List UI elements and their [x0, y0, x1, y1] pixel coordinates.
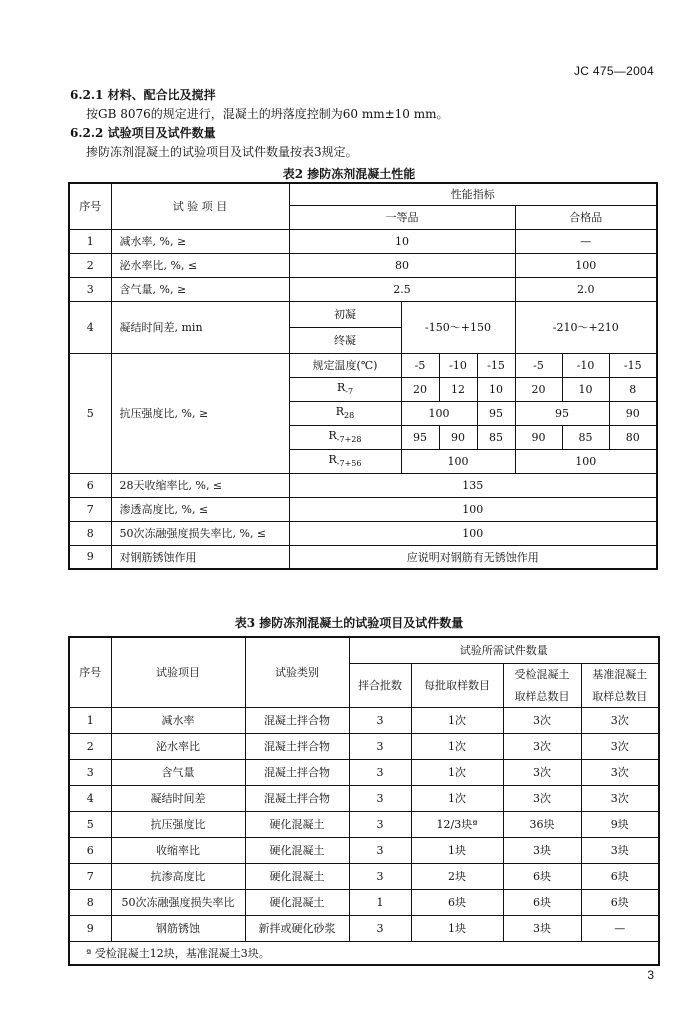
- t2-r5-value: 100: [515, 449, 657, 473]
- t2-r5-temp: -10: [439, 353, 477, 377]
- t2-r7-no: 7: [69, 497, 111, 521]
- t3-cell-no: 6: [69, 837, 111, 863]
- t2-r5-value: 90: [515, 425, 562, 449]
- t2-r4-sub2: 终凝: [289, 327, 401, 353]
- table-row: [69, 301, 657, 327]
- table-row: [69, 229, 657, 253]
- t3-cell-per: 1次: [411, 759, 503, 785]
- t3-head-no: 序号: [69, 637, 111, 707]
- t3-cell-item: 抗渗高度比: [111, 863, 245, 889]
- t2-r5-value: 10: [477, 377, 515, 401]
- table-row: [69, 473, 657, 497]
- t3-cell-type: 新拌或硬化砂浆: [245, 915, 349, 941]
- t2-r5-value: 90: [609, 401, 657, 425]
- table-row: [69, 521, 657, 545]
- table2-caption: 表2 掺防冻剂混凝土性能: [282, 167, 416, 181]
- table-row: [69, 545, 657, 569]
- t3-head-item: 试验项目: [111, 637, 245, 707]
- table3-caption: 表3 掺防冻剂混凝土的试验项目及试件数量: [234, 616, 464, 630]
- t3-cell-base: 3块: [581, 837, 659, 863]
- t2-r4-sub1: 初凝: [289, 301, 401, 327]
- t2-r8-item: 50次冻融强度损失率比, %, ≤: [111, 521, 289, 545]
- table-row: [69, 915, 659, 941]
- t2-r2-item: 泌水率比, %, ≤: [111, 253, 289, 277]
- t2-r4-g2: -210～+210: [515, 301, 657, 353]
- t2-r5-value: 95: [515, 401, 609, 425]
- t3-cell-batches: 3: [349, 915, 411, 941]
- t2-head-index: 性能指标: [289, 183, 657, 205]
- t3-cell-no: 7: [69, 863, 111, 889]
- t2-r5-value: 10: [562, 377, 609, 401]
- t2-r6-val: 135: [289, 473, 657, 497]
- t3-cell-item: 50次冻融强度损失率比: [111, 889, 245, 915]
- t3-head-per-batch: 每批取样数目: [411, 663, 503, 707]
- t3-cell-batches: 3: [349, 759, 411, 785]
- t2-r3-item: 含气量, %, ≥: [111, 277, 289, 301]
- t3-cell-type: 混凝土拌合物: [245, 785, 349, 811]
- t2-r2-g1: 80: [289, 253, 515, 277]
- t3-cell-base: 6块: [581, 889, 659, 915]
- t3-cell-base: 3次: [581, 759, 659, 785]
- t2-r6-no: 6: [69, 473, 111, 497]
- t2-r5-value: 20: [401, 377, 439, 401]
- t3-cell-batches: 3: [349, 785, 411, 811]
- table3: [68, 636, 660, 966]
- t3-cell-tested: 3块: [503, 837, 581, 863]
- table-row: [69, 889, 659, 915]
- t3-cell-no: 9: [69, 915, 111, 941]
- t3-cell-no: 8: [69, 889, 111, 915]
- document-code: JC 475—2004: [573, 64, 654, 78]
- table-row: [69, 277, 657, 301]
- t3-cell-base: 3次: [581, 707, 659, 733]
- t3-cell-tested: 36块: [503, 811, 581, 837]
- t2-r9-no: 9: [69, 545, 111, 569]
- t3-cell-no: 4: [69, 785, 111, 811]
- t2-r9-item: 对钢筋锈蚀作用: [111, 545, 289, 569]
- t3-cell-per: 6块: [411, 889, 503, 915]
- t3-cell-per: 1块: [411, 915, 503, 941]
- t3-head-tested-2: 取样总数目: [503, 685, 581, 707]
- t2-r5-value: 100: [401, 401, 477, 425]
- t3-cell-base: 3次: [581, 785, 659, 811]
- t3-cell-per: 1次: [411, 707, 503, 733]
- t2-r5-label-r28: $R_{28}$: [289, 401, 401, 425]
- t3-footnote: ª 受检混凝土12块，基准混凝土3块。: [69, 941, 659, 965]
- t3-cell-item: 泌水率比: [111, 733, 245, 759]
- t2-r5-temp: -5: [515, 353, 562, 377]
- t3-cell-type: 硬化混凝土: [245, 889, 349, 915]
- t3-cell-no: 5: [69, 811, 111, 837]
- t3-cell-type: 混凝土拌合物: [245, 733, 349, 759]
- t2-head-no: 序号: [69, 183, 111, 229]
- t3-cell-type: 混凝土拌合物: [245, 707, 349, 733]
- t2-r5-temp: -10: [562, 353, 609, 377]
- page-number: 3: [647, 968, 654, 982]
- t3-cell-type: 混凝土拌合物: [245, 759, 349, 785]
- t2-r5-value: 100: [401, 449, 515, 473]
- table-row: [69, 353, 657, 377]
- t2-r5-no: 5: [69, 353, 111, 473]
- t3-cell-no: 1: [69, 707, 111, 733]
- t2-r5-value: 95: [401, 425, 439, 449]
- t2-r1-no: 1: [69, 229, 111, 253]
- t3-cell-item: 含气量: [111, 759, 245, 785]
- table-row: [69, 733, 659, 759]
- t3-cell-tested: 6块: [503, 889, 581, 915]
- t2-r3-g2: 2.0: [515, 277, 657, 301]
- t2-r7-val: 100: [289, 497, 657, 521]
- t2-r5-temp: -5: [401, 353, 439, 377]
- t2-r2-no: 2: [69, 253, 111, 277]
- section-6-2-1-heading: 6.2.1 材料、配合比及搅拌: [70, 88, 216, 102]
- t2-r5-label-r7-56: $R_{-7+56}$: [289, 449, 401, 473]
- t2-r1-item: 减水率, %, ≥: [111, 229, 289, 253]
- table-row: [69, 837, 659, 863]
- t2-head-grade1: 一等品: [289, 205, 515, 229]
- t3-cell-batches: 3: [349, 863, 411, 889]
- t2-r3-g1: 2.5: [289, 277, 515, 301]
- t3-cell-batches: 1: [349, 889, 411, 915]
- t3-cell-base: 3次: [581, 733, 659, 759]
- t3-cell-tested: 3块: [503, 915, 581, 941]
- t2-r5-value: 90: [439, 425, 477, 449]
- t3-cell-base: —: [581, 915, 659, 941]
- t3-cell-tested: 3次: [503, 785, 581, 811]
- t3-cell-per: 1次: [411, 785, 503, 811]
- t3-cell-per: 1次: [411, 733, 503, 759]
- table-row: [69, 785, 659, 811]
- t3-head-tested-1: 受检混凝土: [503, 663, 581, 685]
- t3-head-base-2: 取样总数目: [581, 685, 659, 707]
- t3-cell-item: 减水率: [111, 707, 245, 733]
- t2-r2-g2: 100: [515, 253, 657, 277]
- t3-cell-no: 3: [69, 759, 111, 785]
- t3-head-group: 试验所需试件数量: [349, 637, 659, 663]
- table-row: [69, 707, 659, 733]
- t2-r5-value: 20: [515, 377, 562, 401]
- t2-head-grade2: 合格品: [515, 205, 657, 229]
- t3-cell-tested: 3次: [503, 733, 581, 759]
- section-6-2-1-body: 按GB 8076的规定进行，混凝土的坍落度控制为60 mm±10 mm。: [86, 107, 449, 121]
- t2-r5-temp: -15: [609, 353, 657, 377]
- table-row: [69, 759, 659, 785]
- t2-r1-g1: 10: [289, 229, 515, 253]
- t3-cell-per: 12/3块ª: [411, 811, 503, 837]
- t3-cell-item: 收缩率比: [111, 837, 245, 863]
- t2-r8-val: 100: [289, 521, 657, 545]
- t3-head-batches: 拌合批数: [349, 663, 411, 707]
- t3-cell-item: 凝结时间差: [111, 785, 245, 811]
- table-row: [69, 863, 659, 889]
- t2-r3-no: 3: [69, 277, 111, 301]
- t2-r5-value: 8: [609, 377, 657, 401]
- t2-head-item: 试 验 项 目: [111, 183, 289, 229]
- table2: [68, 182, 658, 570]
- t3-cell-per: 1块: [411, 837, 503, 863]
- t3-cell-type: 硬化混凝土: [245, 837, 349, 863]
- t3-cell-batches: 3: [349, 837, 411, 863]
- t3-cell-type: 硬化混凝土: [245, 811, 349, 837]
- table-row: [69, 497, 657, 521]
- t2-r4-no: 4: [69, 301, 111, 353]
- t2-r4-g1: -150～+150: [401, 301, 515, 353]
- t3-cell-batches: 3: [349, 811, 411, 837]
- t3-cell-batches: 3: [349, 707, 411, 733]
- table-row: [69, 253, 657, 277]
- t3-cell-base: 9块: [581, 811, 659, 837]
- t2-r9-val: 应说明对钢筋有无锈蚀作用: [289, 545, 657, 569]
- t2-r5-label-r7-28: $R_{-7+28}$: [289, 425, 401, 449]
- t3-cell-no: 2: [69, 733, 111, 759]
- t3-cell-item: 钢筋锈蚀: [111, 915, 245, 941]
- t2-r5-value: 12: [439, 377, 477, 401]
- t3-cell-batches: 3: [349, 733, 411, 759]
- t3-cell-type: 硬化混凝土: [245, 863, 349, 889]
- t2-r5-value: 95: [477, 401, 515, 425]
- t2-r5-label-r7: $R_{-7}$: [289, 377, 401, 401]
- table-row: [69, 811, 659, 837]
- t3-head-type: 试验类别: [245, 637, 349, 707]
- t2-r5-value: 85: [562, 425, 609, 449]
- t3-cell-tested: 3次: [503, 707, 581, 733]
- t3-cell-item: 抗压强度比: [111, 811, 245, 837]
- t2-r5-value: 80: [609, 425, 657, 449]
- t2-r7-item: 渗透高度比, %, ≤: [111, 497, 289, 521]
- t3-head-base-1: 基准混凝土: [581, 663, 659, 685]
- t2-r8-no: 8: [69, 521, 111, 545]
- t3-cell-base: 6块: [581, 863, 659, 889]
- t3-cell-per: 2块: [411, 863, 503, 889]
- section-6-2-2-heading: 6.2.2 试验项目及试件数量: [70, 126, 216, 140]
- t2-r5-temp: -15: [477, 353, 515, 377]
- section-6-2-2-body: 掺防冻剂混凝土的试验项目及试件数量按表3规定。: [86, 145, 358, 159]
- t2-r6-item: 28天收缩率比, %, ≤: [111, 473, 289, 497]
- t2-r5-item: 抗压强度比, %, ≥: [111, 353, 289, 473]
- t2-r5-temp-label: 规定温度(℃): [289, 353, 401, 377]
- t2-r1-g2: —: [515, 229, 657, 253]
- t3-cell-tested: 6块: [503, 863, 581, 889]
- t2-r5-value: 85: [477, 425, 515, 449]
- t3-cell-tested: 3次: [503, 759, 581, 785]
- t2-r4-item: 凝结时间差, min: [111, 301, 289, 353]
